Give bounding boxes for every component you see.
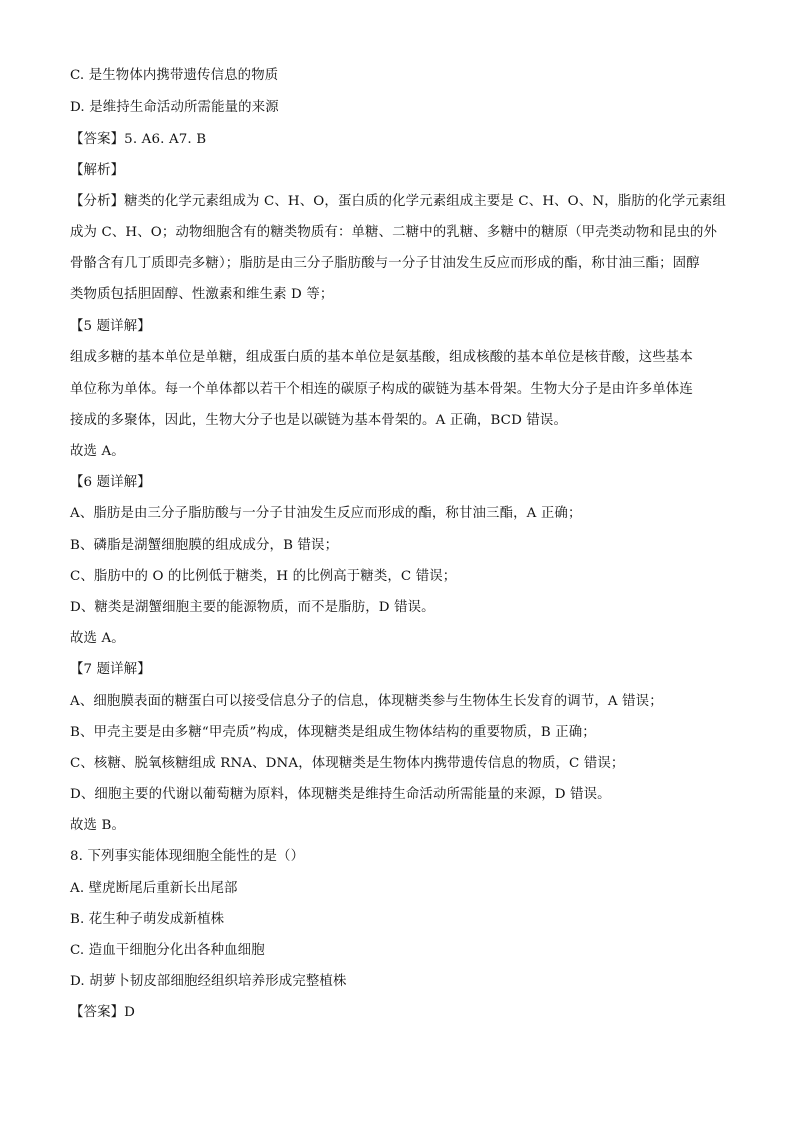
q6-option-a-explanation: A、脂肪是由三分子脂肪酸与一分子甘油发生反应而形成的酯，称甘油三酯，A 正确；	[70, 506, 582, 521]
q5-detail-line-3: 接成的多聚体，因此，生物大分子也是以碳链为基本骨架的。A 正确，BCD 错误。	[70, 413, 567, 428]
q6-detail-heading: 【6 题详解】	[70, 475, 151, 490]
answer-line-5-7: 【答案】5. A6. A7. B	[70, 132, 207, 147]
q7-option-b-explanation: B、甲壳主要是由多糖“甲壳质”构成，体现糖类是组成生物体结构的重要物质，B 正确；	[70, 725, 596, 740]
q6-option-c-explanation: C、脂肪中的 O 的比例低于糖类，H 的比例高于糖类，C 错误；	[70, 569, 457, 584]
option-d-line: D. 是维持生命活动所需能量的来源	[70, 100, 279, 115]
q8-option-c: C. 造血干细胞分化出各种血细胞	[70, 943, 265, 958]
q7-choice-line: 故选 B。	[70, 818, 126, 833]
q8-option-b: B. 花生种子萌发成新植株	[70, 912, 225, 927]
q7-option-c-explanation: C、核糖、脱氧核糖组成 RNA、DNA，体现糖类是生物体内携带遗传信息的物质，C 错误；	[70, 756, 625, 771]
analysis-paragraph-line-4: 类物质包括胆固醇、性激素和维生素 D 等；	[70, 287, 334, 302]
analysis-paragraph-line-2: 成为 C、H、O；动物细胞含有的糖类物质有：单糖、二糖中的乳糖、多糖中的糖原（甲壳类动物和昆虫的外	[70, 225, 718, 240]
q5-detail-heading: 【5 题详解】	[70, 319, 151, 334]
q7-detail-heading: 【7 题详解】	[70, 662, 151, 677]
analysis-paragraph-line-3: 骨骼含有几丁质即壳多糖）；脂肪是由三分子脂肪酸与一分子甘油发生反应而形成的酯，称甘油三酯；固醇	[70, 256, 700, 271]
q8-answer-line: 【答案】D	[70, 1005, 136, 1020]
option-c-line: C. 是生物体内携带遗传信息的物质	[70, 68, 279, 83]
q7-option-d-explanation: D、细胞主要的代谢以葡萄糖为原料，体现糖类是维持生命活动所需能量的来源，D 错误。	[70, 787, 611, 802]
q5-choice-line: 故选 A。	[70, 444, 125, 459]
q8-option-d: D. 胡萝卜韧皮部细胞经组织培养形成完整植株	[70, 974, 347, 989]
analysis-heading: 【解析】	[70, 163, 125, 178]
q6-option-b-explanation: B、磷脂是湖蟹细胞膜的组成成分，B 错误；	[70, 538, 339, 553]
analysis-paragraph-line-1: 【分析】糖类的化学元素组成为 C、H、O，蛋白质的化学元素组成主要是 C、H、O、N，脂肪的化学元素组	[70, 194, 727, 209]
q8-option-a: A. 壁虎断尾后重新长出尾部	[70, 881, 238, 896]
question-8-stem: 8. 下列事实能体现细胞全能性的是（）	[70, 849, 305, 864]
q5-detail-line-2: 单位称为单体。每一个单体都以若干个相连的碳原子构成的碳链为基本骨架。生物大分子是由许多单体连	[70, 382, 693, 397]
q6-choice-line: 故选 A。	[70, 631, 125, 646]
q6-option-d-explanation: D、糖类是湖蟹细胞主要的能源物质，而不是脂肪，D 错误。	[70, 600, 435, 615]
q5-detail-line-1: 组成多糖的基本单位是单糖，组成蛋白质的基本单位是氨基酸，组成核酸的基本单位是核苷酸，这些基本	[70, 350, 693, 365]
q7-option-a-explanation: A、细胞膜表面的糖蛋白可以接受信息分子的信息，体现糖类参与生物体生长发育的调节，A 错误；	[70, 694, 663, 709]
